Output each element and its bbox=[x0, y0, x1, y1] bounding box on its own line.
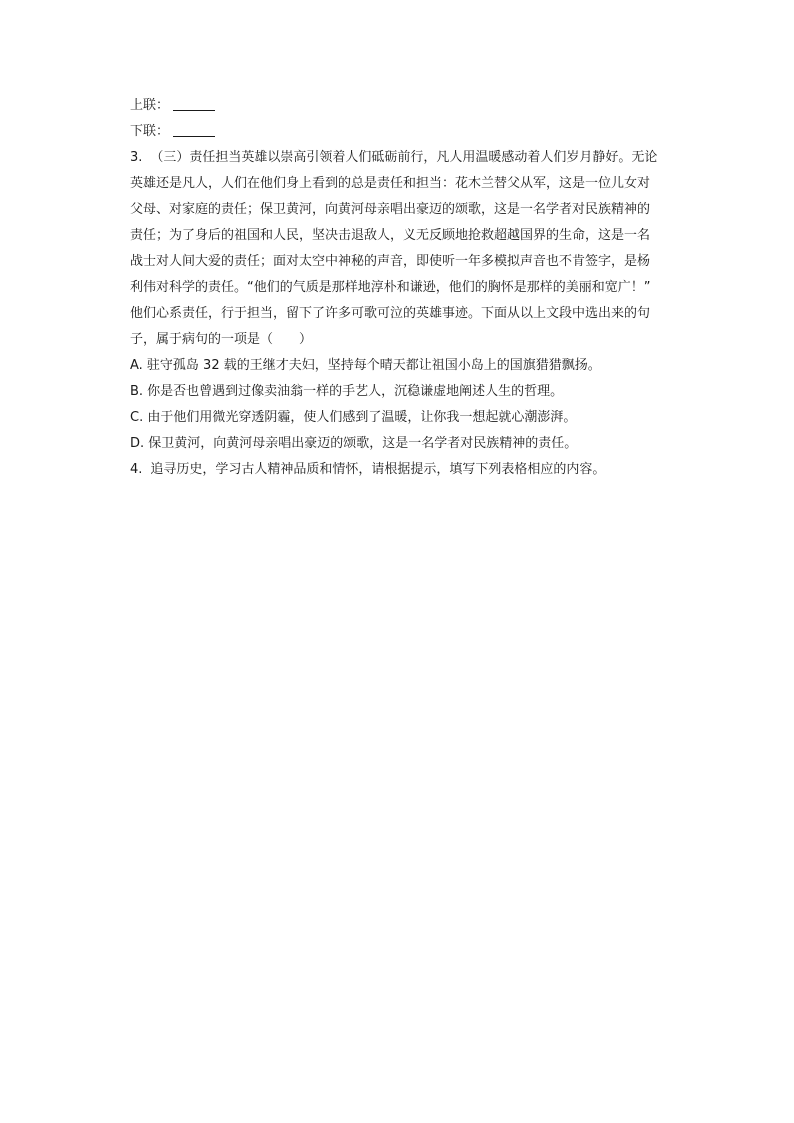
option-c[interactable] bbox=[130, 405, 710, 431]
option-d-text: D. 保卫黄河，向黄河母亲唱出豪迈的颂歌，这是一名学者对民族精神的责任。 bbox=[130, 436, 578, 451]
document-page bbox=[130, 93, 710, 483]
question-3-line bbox=[130, 327, 710, 353]
question-3-line bbox=[130, 301, 710, 327]
couplet-upper-blank[interactable] bbox=[173, 96, 215, 111]
question-3-text-line: 利伟对科学的责任。“他们的气质是那样地淳朴和谦逊，他们的胸怀是那样的美丽和宽广！” bbox=[130, 280, 651, 295]
option-a-text: A. 驻守孤岛 32 载的王继才夫妇，坚持每个晴天都让祖国小岛上的国旗猎猎飘扬。 bbox=[130, 358, 601, 373]
option-a[interactable] bbox=[130, 353, 710, 379]
question-3-text-line: 战士对人间大爱的责任；面对太空中神秘的声音，即使听一年多模拟声音也不肯签字，是杨 bbox=[130, 254, 651, 269]
question-3 bbox=[130, 145, 710, 457]
question-3-line bbox=[130, 275, 710, 301]
question-3-text-line: （三）责任担当英雄以崇高引领着人们砥砺前行，凡人用温暖感动着人们岁月静好。无论 bbox=[150, 150, 658, 165]
couplet-lower-label: 下联： bbox=[130, 124, 170, 139]
question-3-line bbox=[130, 223, 710, 249]
question-3-line bbox=[130, 171, 710, 197]
question-4 bbox=[130, 457, 710, 483]
option-d[interactable] bbox=[130, 431, 710, 457]
question-3-line bbox=[130, 197, 710, 223]
question-3-line bbox=[130, 145, 710, 171]
option-b[interactable] bbox=[130, 379, 710, 405]
question-3-text-line: 责任；为了身后的祖国和人民，坚决击退敌人，义无反顾地抢救超越国界的生命，这是一名 bbox=[130, 228, 651, 243]
couplet-upper-label: 上联： bbox=[130, 98, 170, 113]
question-4-text: 追寻历史，学习古人精神品质和情怀，请根据提示，填写下列表格相应的内容。 bbox=[150, 462, 606, 477]
question-3-text-line: 子，属于病句的一项是（ ） bbox=[130, 332, 313, 347]
couplet-lower bbox=[130, 119, 710, 145]
option-c-text: C. 由于他们用微光穿透阴霾，使人们感到了温暖，让你我一想起就心潮澎湃。 bbox=[130, 410, 577, 425]
question-3-line bbox=[130, 249, 710, 275]
question-3-text-line: 父母、对家庭的责任；保卫黄河，向黄河母亲唱出豪迈的颂歌，这是一名学者对民族精神的 bbox=[130, 202, 651, 217]
couplet-lower-blank[interactable] bbox=[173, 122, 215, 137]
question-3-text-line: 英雄还是凡人，人们在他们身上看到的总是责任和担当：花木兰替父从军，这是一位儿女对 bbox=[130, 176, 651, 191]
couplet-upper bbox=[130, 93, 710, 119]
question-3-number: 3. bbox=[130, 150, 143, 165]
question-3-text-line: 他们心系责任，行于担当，留下了许多可歌可泣的英雄事迹。下面从以上文段中选出来的句 bbox=[130, 306, 651, 321]
option-b-text: B. 你是否也曾遇到过像卖油翁一样的手艺人，沉稳谦虚地阐述人生的哲理。 bbox=[130, 384, 564, 399]
question-4-number: 4. bbox=[130, 462, 143, 477]
